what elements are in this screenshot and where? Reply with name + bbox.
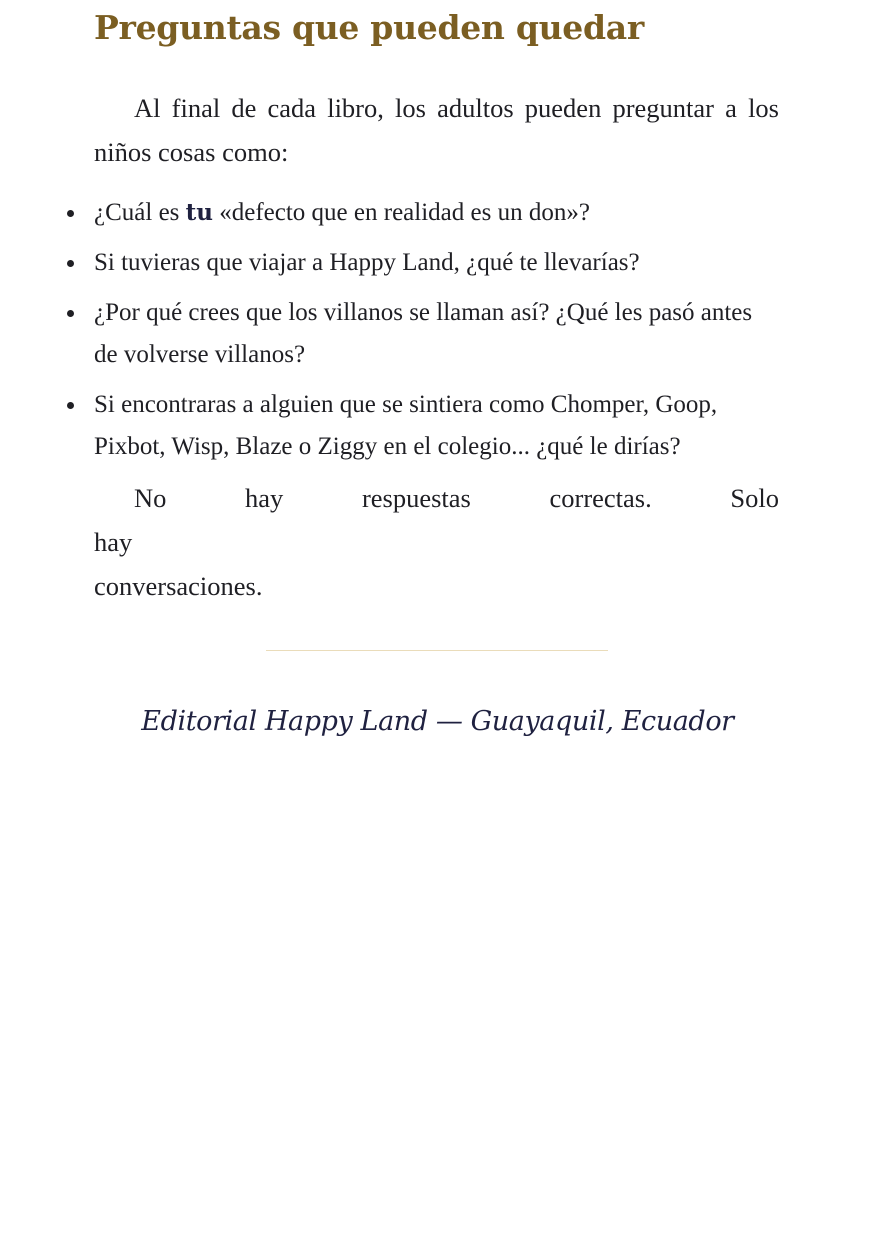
document-page [94, 0, 779, 608]
question-emphasis: tu [185, 199, 213, 226]
publisher-imprint: Editorial Happy Land — Guayaquil, Ecuador [141, 706, 734, 737]
question-item: ¿Por qué crees que los villanos se llaman así? ¿Qué les pasó antes de volverse villanos? [94, 292, 779, 376]
section-title: Preguntas que pueden quedar [94, 8, 644, 47]
question-text-before: ¿Cuál es [94, 199, 186, 226]
question-item: Si tuvieras que viajar a Happy Land, ¿qué te llevarías? [94, 242, 779, 284]
closing-line: conversaciones. [94, 571, 263, 601]
intro-paragraph: Al final de cada libro, los adultos pueden preguntar a los niños cosas como: [94, 93, 779, 167]
section-divider [266, 650, 608, 651]
question-item: Si encontraras a alguien que se sintiera como Chomper, Goop, Pixbot, Wisp, Blaze o Ziggy en el colegio... ¿qué le dirías? [94, 384, 779, 468]
question-text-after: «defecto que en realidad es un don»? [213, 199, 590, 226]
closing-line: No hay respuestas correctas. Solo hay [94, 483, 779, 557]
questions-list [94, 192, 779, 468]
closing-paragraph [94, 476, 779, 608]
question-item [94, 192, 779, 234]
